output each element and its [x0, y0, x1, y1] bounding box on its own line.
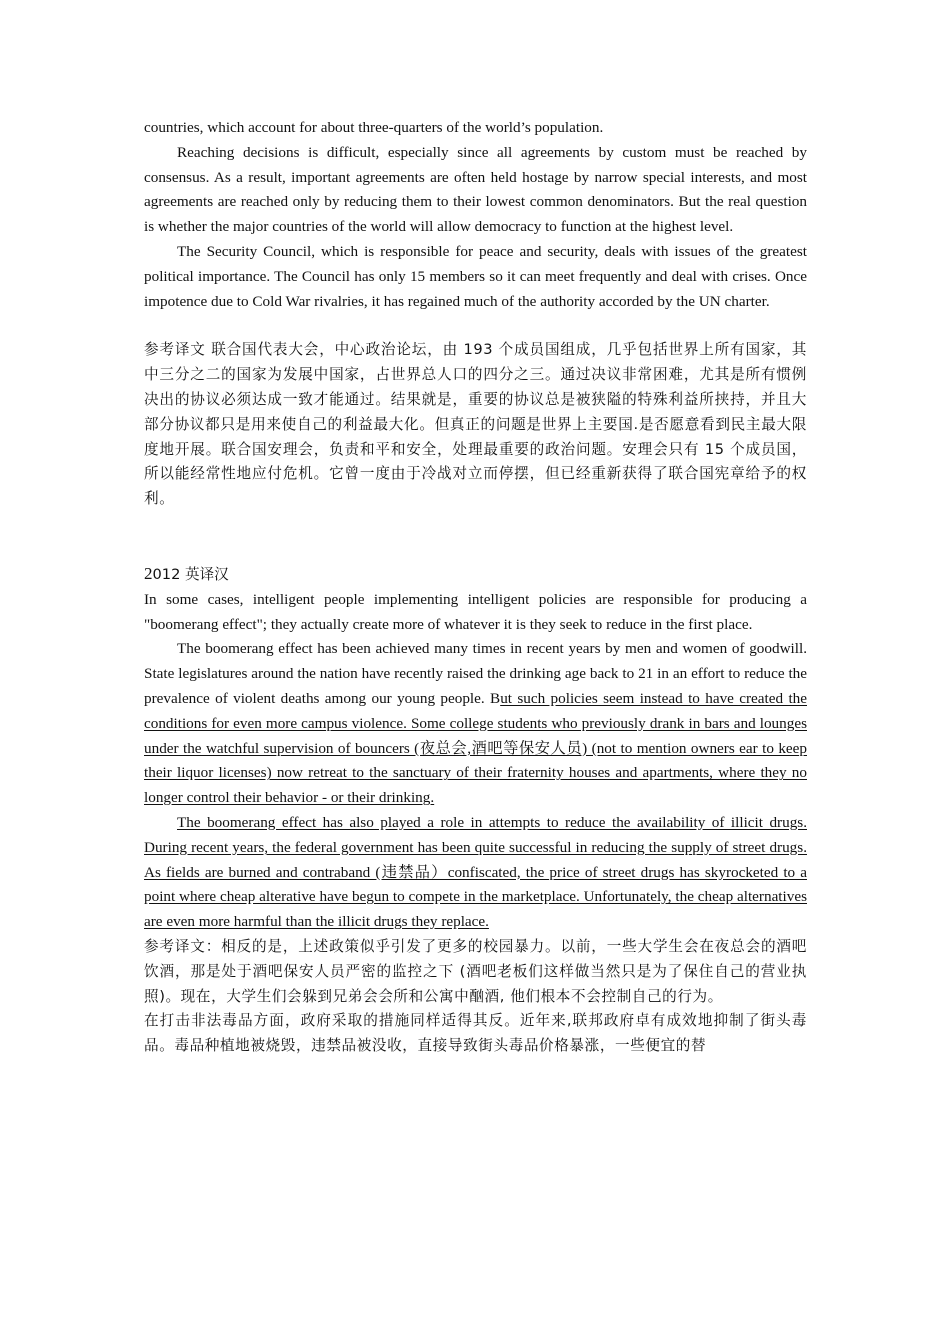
- un-paragraph-decisions: Reaching decisions is difficult, especially since all agreements by custom must be reached by consensus. As a result, important agreements are often held hostage by narrow special interests, and most agreements are reached only by reducing them to their lowest common denominators. But the real question is whether the major countries of the world will allow democracy to function at the highest level.: [144, 143, 807, 236]
- boomerang-translation-1: 参考译文：相反的是，上述政策似乎引发了更多的校园暴力。以前，一些大学生会在夜总会的酒吧饮酒，那是处于酒吧保安人员严密的监控之下 (酒吧老板们这样做当然只是为了保住自己的营业执照)。现在，大学生们会躲到兄弟会会所和公寓中酗酒, 他们根本不会控制自己的行为。: [144, 937, 807, 1005]
- boomerang-drinking-paragraph: [144, 637, 807, 811]
- un-reference-translation: 参考译文 联合国代表大会，中心政治论坛，由 193 个成员国组成，几乎包括世界上所有国家，其中三分之二的国家为发展中国家，占世界总人口的四分之三。通过决议非常困难，尤其是所有惯例决出的协议必须达成一致才能通过。结果就是，重要的协议总是被狭隘的特殊利益所挟持，并且大部分协议都只是用来使自己的利益最大化。但真正的问题是世界上主要国.是否愿意看到民主最大限度地开展。联合国安理会，负责和平和安全，处理最重要的政治问题。安理会只有 15 个成员国，所以能经常性地应付危机。它曾一度由于冷战对立而停摆，但已经重新获得了联合国宪章给予的权利。: [144, 341, 807, 508]
- boomerang-drugs-paragraph: The boomerang effect has also played a role in attempts to reduce the availability of illicit drugs. During recent years, the federal government has been quite successful in reducing the supply of street drugs. As fields are burned and contraband (违禁品）confiscated, the price of street drugs has skyrocketed to a point where cheap alterative have begun to compete in the marketplace. Unfortunately, the cheap alternatives are even more harmful than the illicit drugs they replace.: [144, 813, 807, 931]
- boomerang-intro-paragraph: In some cases, intelligent people implementing intelligent policies are responsible for producing a "boomerang effect"; they actually create more of whatever it is they seek to reduce in the first place.: [144, 590, 807, 633]
- heading-year-rest: 012 英译汉: [152, 565, 229, 583]
- drinking-paragraph-underlined: ut such policies seem instead to have created the conditions for even more campus violence. Some college students who previously drank in bars and lounges under the watchful supervision of bouncers (夜总会,酒吧等保安人员) (not to mention owners ear to keep their liquor licenses) now retreat to the sanctuary of their fraternity houses and apartments, where they no longer control their behavior - or their drinking.: [144, 689, 807, 807]
- un-paragraph-continuation: countries, which account for about three-quarters of the world’s population.: [144, 119, 604, 136]
- drinking-paragraph-plain: The boomerang effect has been achieved many times in recent years by men and women of goodwill. State legislatures around the nation have recently raised the drinking age back to 21 in an effort to reduce the prevalence of violent deaths among our young people. B: [144, 640, 807, 707]
- boomerang-translation-2: 在打击非法毒品方面，政府采取的措施同样适得其反。近年来,联邦政府卓有成效地抑制了街头毒品。毒品种植地被烧毁，违禁品被没收，直接导致街头毒品价格暴涨，一些便宜的替: [144, 1012, 807, 1055]
- un-paragraph-security-council: The Security Council, which is responsible for peace and security, deals with issues of the greatest political importance. The Council has only 15 members so it can meet frequently and deal with crises. Once impotence due to Cold War rivalries, it has regained much of the authority accorded by the UN charter.: [144, 242, 807, 310]
- heading-year-digit: 2: [144, 563, 153, 583]
- document-page: [144, 116, 807, 1059]
- section-heading-2012: [144, 562, 807, 588]
